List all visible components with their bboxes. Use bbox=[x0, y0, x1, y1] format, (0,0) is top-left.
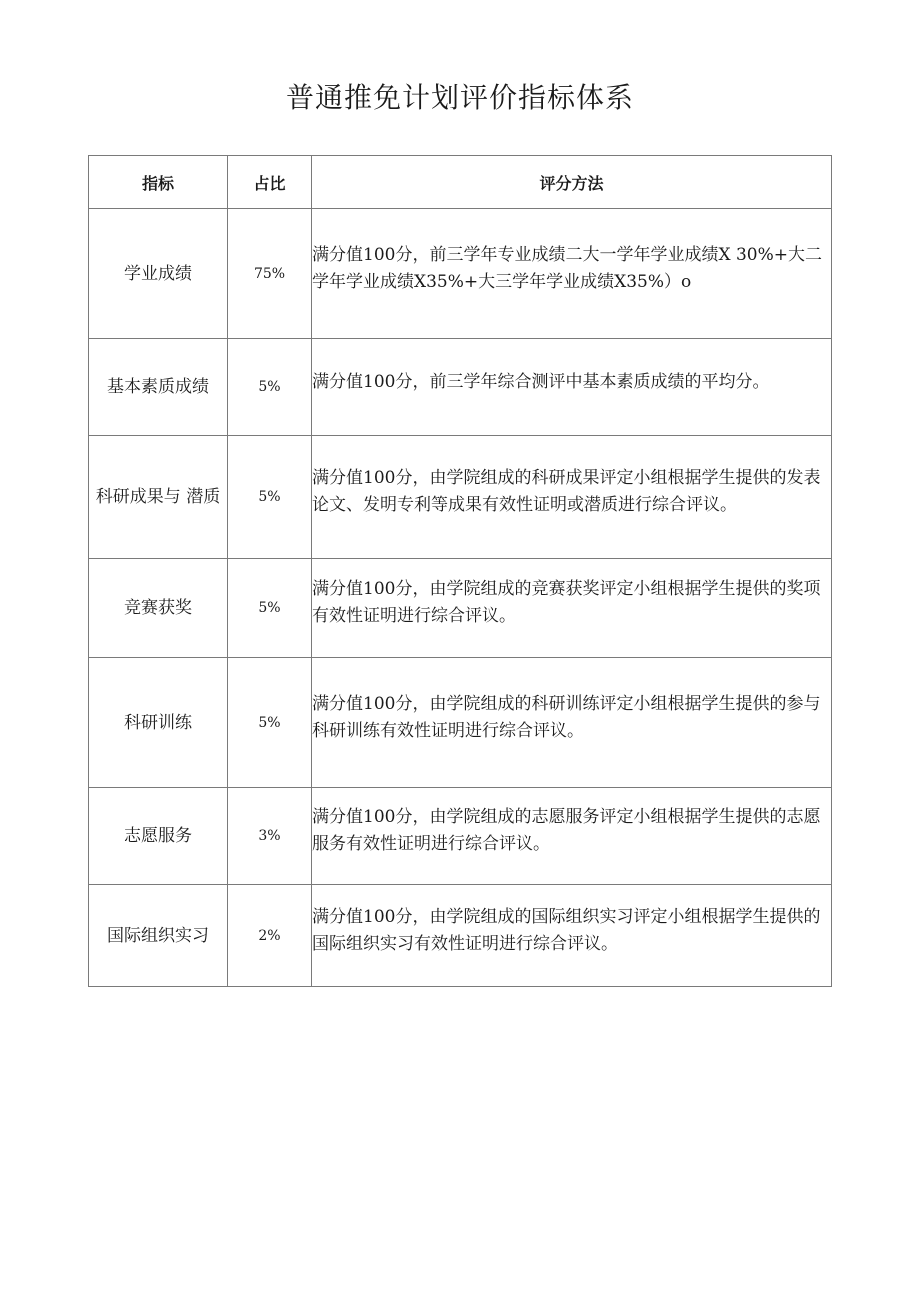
method-text: 满分值100分，前三学年综合测评中基本素质成绩的平均分。 bbox=[312, 371, 770, 392]
method-cell bbox=[312, 559, 832, 658]
method-text: 满分值100分，由学院组成的志愿服务评定小组根据学生提供的志愿服务有效性证明进行综合评议。 bbox=[312, 807, 821, 854]
indicator-cell: 基本素质成绩 bbox=[89, 339, 228, 436]
method-cell bbox=[312, 339, 832, 436]
method-text: 满分值100分，由学院组成的科研训练评定小组根据学生提供的参与科研训练有效性证明进行综合评议。 bbox=[312, 693, 821, 741]
method-cell bbox=[312, 209, 832, 339]
table-row bbox=[89, 658, 832, 788]
ratio-cell: 5% bbox=[228, 658, 312, 788]
method-cell bbox=[312, 885, 832, 987]
ratio-cell: 3% bbox=[228, 788, 312, 885]
indicator-cell: 竞赛获奖 bbox=[89, 559, 228, 658]
method-text: 满分值100分，前三学年专业成绩二大一学年学业成绩X 30%+大二学年学业成绩X35%+大三学年学业成绩X35%）o bbox=[312, 244, 822, 292]
table-row bbox=[89, 559, 832, 658]
method-text: 满分值100分，由学院组成的科研成果评定小组根据学生提供的发表论文、发明专利等成果有效性证明或潜质进行综合评议。 bbox=[312, 468, 821, 515]
method-cell bbox=[312, 658, 832, 788]
ratio-cell: 5% bbox=[228, 559, 312, 658]
ratio-cell: 75% bbox=[228, 209, 312, 339]
header-ratio: 占比 bbox=[228, 156, 312, 209]
ratio-cell: 2% bbox=[228, 885, 312, 987]
table-row bbox=[89, 339, 832, 436]
method-text: 满分值100分，由学院组成的国际组织实习评定小组根据学生提供的国际组织实习有效性证明进行综合评议。 bbox=[312, 906, 821, 954]
ratio-cell: 5% bbox=[228, 436, 312, 559]
method-cell bbox=[312, 436, 832, 559]
table-row bbox=[89, 209, 832, 339]
ratio-cell: 5% bbox=[228, 339, 312, 436]
page-title: 普通推免计划评价指标体系 bbox=[285, 81, 634, 114]
indicator-cell: 科研训练 bbox=[89, 658, 228, 788]
table-row bbox=[89, 436, 832, 559]
header-indicator: 指标 bbox=[89, 156, 228, 209]
indicator-cell: 科研成果与 潜质 bbox=[89, 436, 228, 559]
evaluation-index-table bbox=[88, 155, 832, 987]
indicator-cell: 学业成绩 bbox=[89, 209, 228, 339]
table-header-row bbox=[89, 156, 832, 209]
method-cell bbox=[312, 788, 832, 885]
table-row bbox=[89, 885, 832, 987]
method-text: 满分值100分，由学院组成的竞赛获奖评定小组根据学生提供的奖项有效性证明进行综合评议。 bbox=[312, 579, 821, 626]
table-row bbox=[89, 788, 832, 885]
indicator-cell: 志愿服务 bbox=[89, 788, 228, 885]
header-method: 评分方法 bbox=[312, 156, 832, 209]
indicator-cell: 国际组织实习 bbox=[89, 885, 228, 987]
